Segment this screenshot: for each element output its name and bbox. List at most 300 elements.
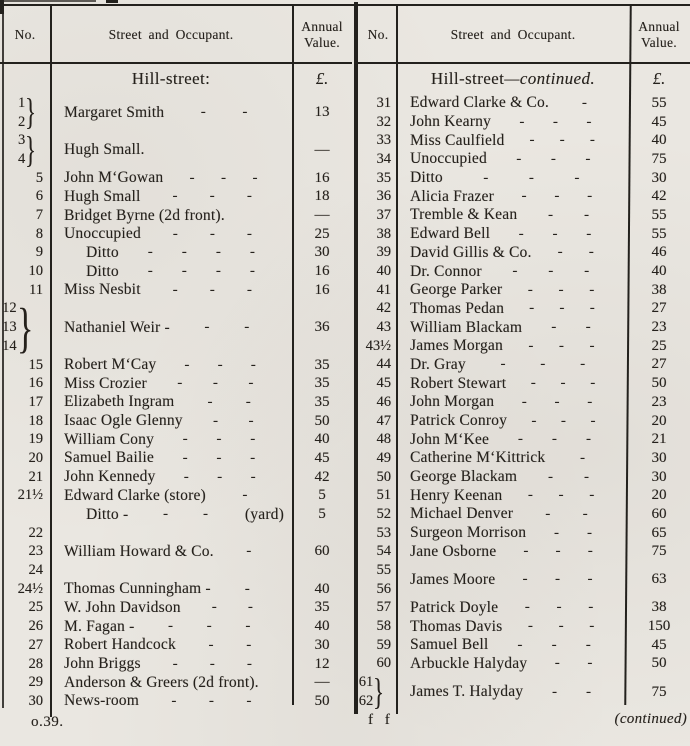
column-header-no: No.	[367, 26, 389, 42]
leader-dash: -	[589, 281, 595, 298]
table-row	[0, 262, 352, 281]
dash-leaders	[176, 637, 284, 654]
leader-dash: -	[521, 393, 527, 410]
leader-dash: -	[588, 599, 594, 616]
section-row	[358, 64, 690, 94]
leader-dash: -	[523, 543, 529, 560]
leader-dash: -	[483, 169, 489, 186]
leader-dash: -	[519, 113, 525, 130]
leader-dash: -	[216, 431, 222, 448]
table-row	[358, 300, 690, 319]
leader-dash: -	[522, 571, 528, 588]
row-number: 34	[376, 150, 391, 167]
dash-leaders	[532, 244, 620, 261]
section-title-text: Hill-street:	[131, 69, 211, 88]
annual-value: 30	[651, 449, 667, 466]
table-row	[358, 169, 690, 188]
occupant-name: Thomas Cunningham -	[64, 580, 211, 598]
occupant-name: Robert Stewart	[410, 374, 507, 392]
leader-dash: -	[200, 104, 206, 121]
leader-dash: -	[540, 356, 546, 373]
occupant-cell	[50, 374, 292, 393]
occupant-cell	[398, 561, 628, 598]
occupant-name: Edward Clarke (store)	[64, 486, 206, 504]
leader-dash: -	[516, 150, 522, 167]
leader-dash: -	[247, 599, 254, 616]
leader-dash: -	[552, 225, 558, 242]
leader-dash: -	[167, 618, 174, 635]
dash-leaders	[443, 170, 620, 187]
dash-leaders	[156, 357, 284, 374]
leader-dash: -	[248, 375, 254, 392]
currency-symbol: £.	[652, 69, 666, 88]
table-header	[0, 8, 352, 62]
occupant-cell	[50, 673, 292, 692]
occupant-cell	[50, 487, 292, 506]
row-number: 37	[376, 206, 391, 223]
row-number	[358, 561, 398, 598]
occupant-cell	[398, 281, 628, 300]
dash-leaders	[163, 170, 284, 187]
leader-dash: -	[531, 412, 537, 429]
occupant-name: Edward Clarke & Co.	[410, 94, 549, 112]
leader-dash: -	[559, 132, 565, 149]
occupant-name: Alicia Frazer	[410, 187, 494, 205]
dash-leaders	[119, 244, 284, 261]
brace-glyph: }	[25, 92, 37, 134]
leader-dash: -	[585, 150, 591, 167]
occupant-cell	[50, 561, 292, 580]
occupant-cell	[398, 655, 628, 674]
occupant-name: Samuel Bell	[410, 636, 489, 654]
annual-value: 21	[651, 431, 667, 448]
table-row	[358, 318, 690, 337]
occupant-cell	[398, 356, 628, 375]
occupant-cell	[50, 262, 292, 281]
leader-dash: -	[551, 319, 557, 336]
section-title-text: Hill-street	[430, 69, 505, 88]
table-row	[358, 206, 690, 225]
table-row	[358, 505, 690, 524]
table-row	[0, 297, 352, 359]
leader-dash: -	[209, 225, 216, 242]
row-number: 7	[35, 207, 43, 223]
table-row	[0, 468, 352, 487]
occupant-cell	[50, 187, 292, 206]
leader-dash: -	[586, 113, 592, 130]
row-number	[0, 505, 50, 524]
leader-dash: -	[518, 225, 524, 242]
table-row	[358, 187, 690, 206]
occupant-name: Patrick Conroy	[410, 412, 508, 430]
annual-value: 30	[314, 244, 330, 261]
occupant-name: Samuel Bailie	[64, 449, 154, 467]
occupant-name: Robert Handcock	[64, 636, 176, 654]
occupant-cell	[50, 524, 292, 543]
occupant-name: James Moore	[410, 570, 496, 588]
occupant-cell	[398, 599, 628, 618]
occupant-cell	[398, 543, 628, 562]
occupant-name: Dr. Connor	[410, 262, 482, 280]
dash-leaders	[141, 656, 284, 673]
annual-value: 55	[651, 206, 667, 223]
leader-dash: -	[587, 543, 593, 560]
leader-dash: -	[212, 375, 219, 392]
table-row	[358, 636, 690, 655]
leader-dash: -	[221, 169, 227, 186]
annual-value: —	[314, 207, 330, 223]
occupant-cell	[398, 374, 628, 393]
annual-value: 35	[314, 375, 330, 392]
table-row	[358, 671, 690, 713]
occupant-cell	[398, 617, 628, 636]
occupant-cell	[398, 636, 628, 655]
occupant-name: Thomas Pedan	[410, 299, 505, 317]
leader-dash: -	[589, 132, 596, 149]
table-row	[0, 636, 352, 655]
leader-dash: -	[554, 393, 560, 410]
table-row	[0, 673, 352, 692]
dash-leaders	[502, 618, 620, 635]
annual-value: 42	[314, 468, 330, 485]
leader-dash: -	[528, 337, 534, 354]
dash-leaders	[466, 356, 620, 373]
table-row	[358, 94, 690, 113]
leader-dash: -	[551, 431, 558, 448]
leader-dash: -	[250, 356, 256, 373]
leader-dash: -	[589, 487, 595, 504]
leader-dash: -	[574, 169, 580, 186]
top-rule	[0, 4, 690, 6]
row-number: 31	[376, 94, 391, 111]
row-number: 40	[376, 263, 391, 280]
dash-leaders	[502, 282, 620, 299]
table-row	[358, 617, 690, 636]
occupant-name: News-room	[64, 692, 139, 710]
leader-dash: -	[524, 599, 530, 616]
leader-dash: -	[589, 300, 595, 317]
leader-dash: -	[581, 94, 588, 111]
row-number	[0, 129, 50, 171]
scan-artifact	[0, 0, 96, 2]
leader-dash: -	[249, 244, 256, 261]
leader-dash: -	[252, 169, 258, 186]
row-number: 57	[376, 599, 391, 616]
row-number: 41	[376, 281, 391, 298]
table-row	[0, 225, 352, 244]
occupant-cell	[398, 318, 628, 337]
table-row	[0, 449, 352, 468]
row-number	[358, 671, 398, 713]
leader-dash: -	[184, 356, 190, 373]
leader-dash: -	[250, 431, 256, 448]
annual-value: 45	[651, 113, 667, 130]
occupant-name: James T. Halyday	[410, 683, 524, 701]
leader-dash: -	[181, 263, 187, 280]
table-row	[358, 599, 690, 618]
column-header-value: Annual Value.	[638, 18, 680, 50]
occupant-cell	[50, 300, 292, 356]
occupant-cell	[50, 599, 292, 618]
leader-dash: -	[589, 618, 595, 635]
annual-value: 38	[651, 281, 667, 298]
row-number: 15	[28, 356, 43, 373]
leader-dash: -	[172, 225, 178, 242]
leader-dash: -	[550, 150, 557, 167]
occupant-cell	[50, 449, 292, 468]
rows-container	[358, 94, 690, 711]
leader-dash: -	[512, 263, 518, 280]
leader-dash: -	[559, 300, 565, 317]
row-number: 38	[376, 225, 391, 242]
table-row	[0, 617, 352, 636]
table-row	[358, 374, 690, 393]
occupant-cell	[50, 131, 292, 168]
leader-dash: -	[555, 571, 561, 588]
leader-dash: -	[586, 683, 592, 700]
dash-leaders	[156, 469, 284, 486]
occupant-name: John M‘Kee	[410, 430, 490, 448]
row-number: 48	[376, 431, 391, 448]
annual-value: 50	[314, 412, 330, 429]
row-number-stack	[377, 561, 392, 598]
annual-value: 27	[651, 300, 667, 317]
annual-value: 150	[647, 618, 671, 635]
annual-value: 30	[314, 636, 330, 653]
leader-dash: -	[558, 487, 564, 504]
occupant-cell	[50, 543, 292, 562]
annual-value: 75	[651, 543, 667, 560]
leader-dash: -	[172, 281, 178, 298]
table-row	[0, 129, 352, 171]
table-row	[0, 561, 352, 580]
dash-leaders	[494, 188, 620, 205]
row-number: 51	[376, 487, 391, 504]
occupant-name: John Morgan	[410, 393, 495, 411]
annual-value: 45	[314, 449, 330, 466]
leader-dash: -	[215, 263, 222, 280]
dash-leaders	[504, 300, 620, 317]
row-number: 21	[28, 468, 43, 485]
occupant-name: Ditto	[86, 262, 119, 280]
annual-value: 55	[651, 225, 667, 242]
row-number-value: 3	[17, 132, 26, 149]
occupant-name: William Cony	[64, 430, 155, 448]
leader-dash: -	[558, 281, 564, 298]
row-number: 60	[376, 655, 391, 672]
annual-value	[292, 561, 352, 580]
dash-leaders	[489, 431, 620, 448]
leader-dash: -	[587, 393, 593, 410]
occupant-name: Ditto	[86, 243, 119, 261]
row-number: 33	[376, 132, 391, 149]
leader-dash: -	[206, 618, 212, 635]
occupant-cell	[398, 244, 628, 263]
occupant-name: Miss Crozier	[64, 374, 147, 392]
leader-dash: -	[246, 692, 252, 709]
occupant-cell	[50, 169, 292, 188]
dash-leaders	[506, 375, 620, 392]
row-number-value: 12	[2, 300, 17, 317]
row-number-stack	[359, 673, 374, 710]
occupant-cell	[50, 206, 292, 225]
row-number: 26	[28, 618, 43, 635]
leader-dash: -	[246, 543, 252, 560]
table-row	[0, 92, 352, 134]
dash-leaders	[503, 338, 620, 355]
table-row	[0, 487, 352, 506]
leader-dash: -	[590, 375, 596, 392]
table-row	[0, 543, 352, 562]
leader-dash: -	[521, 188, 527, 205]
leader-dash: -	[584, 263, 590, 280]
dash-leaders	[505, 132, 620, 149]
table-body-left	[0, 64, 352, 711]
leader-dash: -	[249, 263, 256, 280]
row-number: 21½	[17, 487, 43, 504]
dash-leaders	[214, 543, 284, 560]
leader-dash: -	[517, 431, 524, 448]
leader-dash: -	[557, 244, 563, 261]
leader-dash: -	[558, 618, 564, 635]
dash-leaders	[522, 319, 620, 336]
annual-value: 5	[318, 506, 326, 523]
occupant-cell	[398, 187, 628, 206]
leader-dash: -	[245, 618, 251, 635]
table-row	[0, 281, 352, 300]
row-number-value: 55	[376, 562, 391, 579]
leader-dash: -	[590, 412, 596, 429]
leader-dash: -	[163, 506, 169, 523]
leader-dash: -	[585, 319, 591, 336]
occupant-cell	[398, 393, 628, 412]
dash-leaders	[170, 319, 284, 336]
occupant-cell	[398, 524, 628, 543]
row-number: 9	[35, 244, 43, 261]
occupant-cell	[398, 94, 628, 113]
occupant-cell	[398, 673, 628, 710]
leader-dash: -	[528, 169, 535, 186]
occupant-name: Jane Osborne	[410, 542, 497, 560]
table-row	[0, 655, 352, 674]
occupant-cell	[398, 262, 628, 281]
leader-dash: -	[530, 375, 536, 392]
annual-value: 65	[651, 524, 667, 541]
row-number: 24	[28, 562, 43, 579]
annual-value: 18	[314, 188, 330, 205]
occupant-cell	[50, 356, 292, 375]
section-title	[398, 69, 628, 89]
row-number-value: 14	[2, 337, 17, 354]
dash-leaders	[523, 684, 620, 701]
occupant-cell	[398, 449, 628, 468]
table-row	[358, 468, 690, 487]
leader-dash: -	[171, 692, 177, 709]
occupant-cell	[398, 206, 628, 225]
section-row	[0, 64, 352, 94]
dash-leaders	[502, 487, 620, 504]
row-number: 59	[376, 636, 391, 653]
table-row	[358, 131, 690, 150]
annual-value: 40	[651, 132, 667, 149]
occupant-name: Arbuckle Halyday	[410, 654, 528, 672]
annual-value: 16	[314, 169, 330, 186]
leader-dash: -	[548, 263, 554, 280]
table-header	[358, 8, 690, 62]
leader-dash: -	[183, 468, 189, 485]
row-number: 49	[376, 449, 391, 466]
row-number: 58	[376, 618, 391, 635]
row-number: 19	[28, 431, 43, 448]
table-row	[0, 206, 352, 225]
occupant-name: David Gillis & Co.	[410, 243, 532, 261]
leader-dash: -	[587, 571, 593, 588]
row-number: 18	[28, 412, 43, 429]
annual-value: 16	[314, 281, 330, 298]
occupant-name: Margaret Smith	[64, 103, 165, 121]
row-number: 46	[376, 393, 391, 410]
annual-value: 36	[314, 319, 330, 336]
annual-value: 27	[651, 356, 667, 373]
annual-value: 12	[314, 655, 330, 672]
leader-dash: -	[585, 636, 591, 653]
table-row	[358, 393, 690, 412]
row-number: 27	[28, 636, 43, 653]
dash-leaders	[141, 282, 284, 299]
leader-dash: -	[207, 393, 213, 410]
row-number-value: 2	[17, 113, 26, 130]
row-number	[0, 92, 50, 134]
table-row	[0, 187, 352, 206]
dash-leaders	[134, 618, 284, 635]
row-number: 47	[376, 412, 391, 429]
occupant-cell	[398, 468, 628, 487]
leader-dash: -	[584, 206, 590, 223]
annual-value: 45	[651, 636, 667, 653]
annual-value: 40	[314, 618, 330, 635]
dash-leaders	[164, 104, 284, 121]
leader-dash: -	[244, 319, 250, 336]
occupant-name: Anderson & Greers (2d front).	[64, 673, 259, 691]
leader-dash: -	[211, 599, 217, 616]
leader-dash: -	[209, 655, 215, 672]
occupant-name: Tremble & Kean	[410, 206, 518, 224]
annual-value: 23	[651, 393, 667, 410]
leader-dash: -	[586, 225, 592, 242]
leader-dash: -	[172, 655, 178, 672]
occupant-name: Catherine M‘Kittrick	[410, 449, 546, 467]
row-number: 16	[28, 375, 43, 392]
table-row	[358, 430, 690, 449]
leader-dash: -	[147, 263, 153, 280]
annual-value: 50	[314, 692, 330, 709]
leader-dash: -	[177, 375, 183, 392]
leader-dash: -	[551, 636, 557, 653]
leader-dash: -	[553, 524, 560, 541]
row-number: 50	[376, 468, 391, 485]
occupant-name: Miss Caulfield	[410, 131, 505, 149]
table-row	[358, 543, 690, 562]
row-number-value: 4	[17, 150, 26, 167]
leader-dash: -	[555, 543, 561, 560]
column-header-no: No.	[14, 26, 36, 42]
annual-value: 20	[651, 487, 667, 504]
leader-dash: -	[217, 356, 223, 373]
occupant-cell	[50, 281, 292, 300]
leader-dash: -	[242, 104, 248, 121]
table-row	[0, 169, 352, 188]
table-row	[358, 262, 690, 281]
